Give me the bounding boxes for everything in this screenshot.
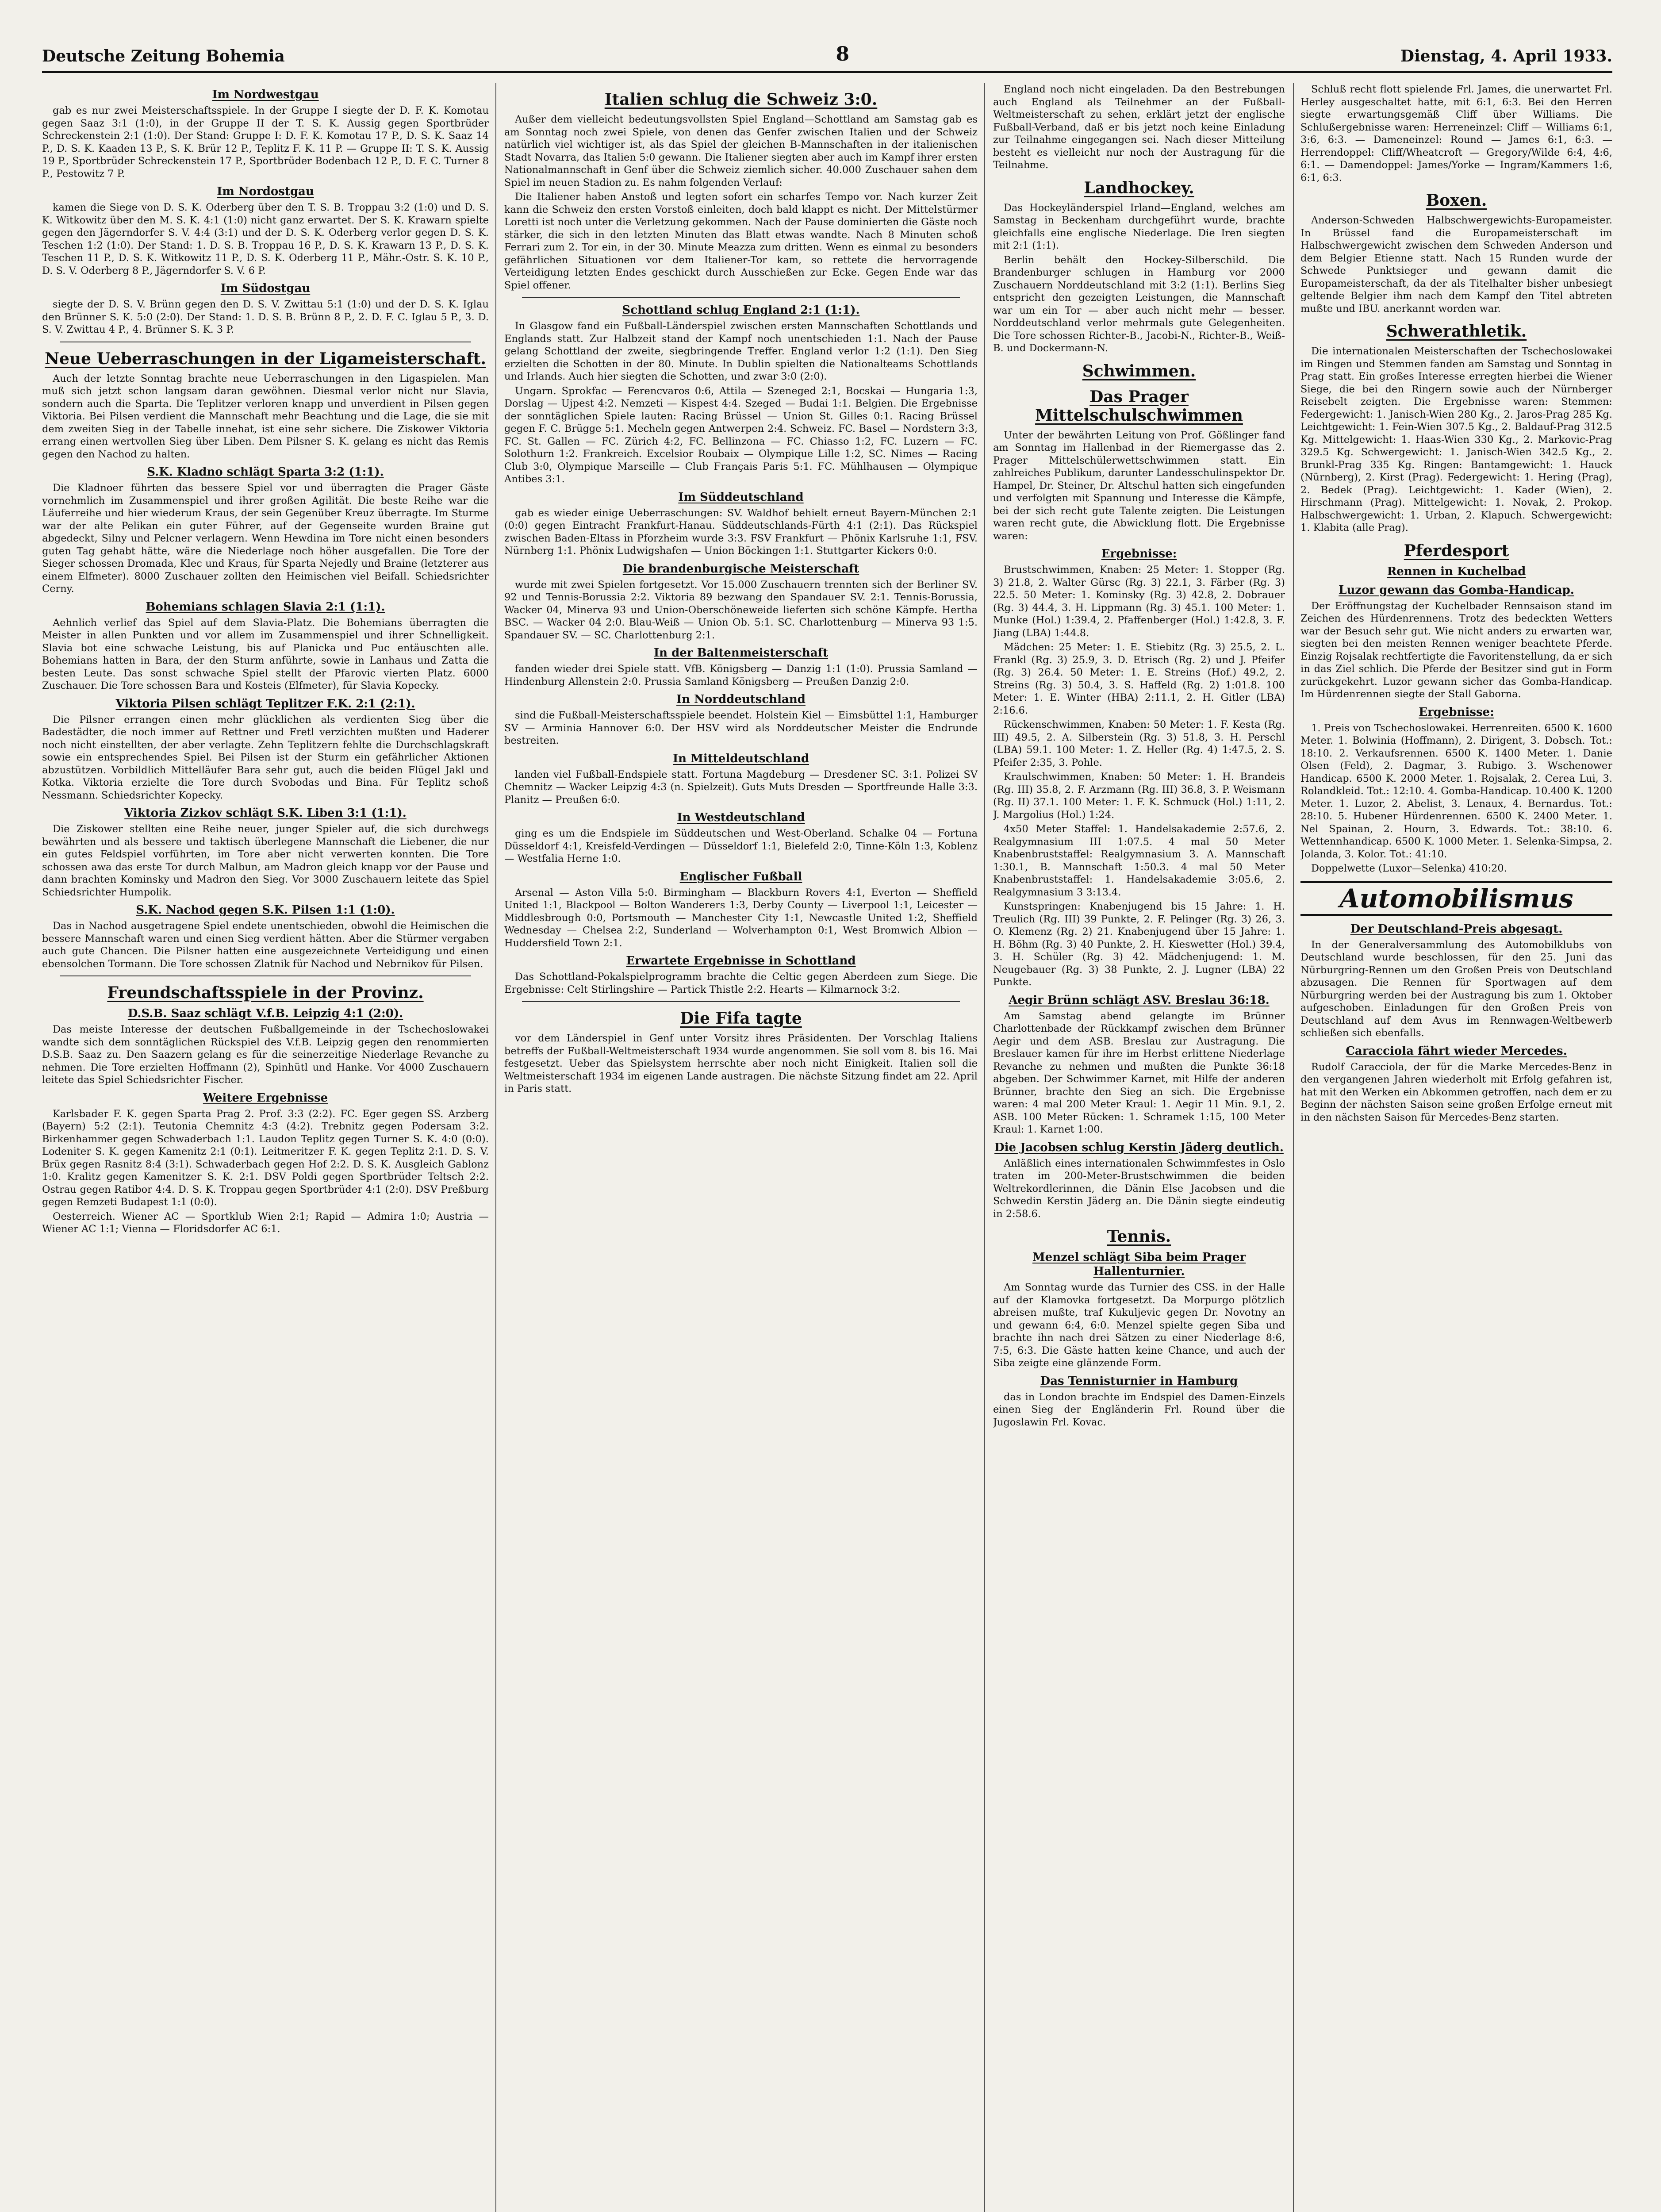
article-text: Ungarn. Sprokfac — Ferencvaros 0:6, Attila — Szeneged 2:1, Bocskai — Hungaria 1:3, Dorslag — Ujpest 4:2. Nemzeti — Kispest 4:4. Szeged — Budai 1:1. Belgien. Die Ergebnisse der sonntäglichen Spiele lauten: Racing Brüssel — Union St. Gilles 0:1. Racing Brüssel gegen F. C. Brügge 5:1. Mecheln gegen Antwerpen 2:4. Schweiz. FC. Basel — Nordstern 3:3, FC. St. Gallen — FC. Zürich 4:2, FC. Bellinzona — FC. Chiasso 1:2, FC. Luzern — FC. Solothurn 1:2. Frankreich. Excelsior Roubaix — Olympique Lille 1:2, SC. Nimes — Racing Club 3:0, Olympique Marseille — Club Français Paris 5:1. FC. Mühlhausen — Olympique Antibes 3:1. (504, 385, 978, 485)
section-headline: Boxen. (1426, 191, 1487, 210)
subheading: S.K. Nachod gegen S.K. Pilsen 1:1 (1:0). (136, 903, 395, 917)
article-text: Auch der letzte Sonntag brachte neue Ueberraschungen in den Ligaspielen. Man muß sich jetzt schon langsam daran gewöhnen. Diesmal verlor nicht nur Slavia, sondern auch die Sparta. Die Teplitzer verloren knapp und unverdient in Pilsen gegen Viktoria. Bei Pilsen verdient die Mannschaft mehr Beachtung und die Lage, die sie mit dem zweiten Sieg in der Tabelle innehat, ist eine sehr sichere. Die Ziskower Viktoria errang einen wertvollen Sieg über Liben. Dem Pilsner S. K. gelang es nicht das Remis gegen den Nachod zu halten. (42, 373, 489, 460)
subheading: D.S.B. Saaz schlägt V.f.B. Leipzig 4:1 (2:0). (127, 1007, 403, 1020)
article-text: Doppelwette (Luxor—Selenka) 410:20. (1311, 863, 1507, 874)
article-text: Außer dem vielleicht bedeutungsvollsten Spiel England—Schottland am Samstag gab es am Sonntag noch zwei Spiele, von denen das Genfer zwischen Italien und der Schweiz natürlich viel wichtiger ist, als das Spiel der gleichen B-Mannschaften in der italienischen Stadt Novarra, das Italien 5:0 gewann. Die Italiener siegten aber auch im Kampf ihrer ersten Nationalmannschaft in Genf über die Schweiz ziemlich sicher. 40.000 Zuschauer sahen dem Spiel im neuen Stadion zu. Es nahm folgenden Verlauf: (504, 114, 978, 188)
section-banner: Automobilismus (1300, 881, 1612, 916)
article-text: kamen die Siege von D. S. K. Oderberg über den T. S. B. Troppau 3:2 (1:0) und D. S. K. Witkowitz über den M. S. K. 4:1 (1:0) nicht ganz erwartet. Der S. K. Krawarn spielte gegen den Jägerndorfer S. V. 4:4 (3:1) und der D. S. K. Oderberg verlor gegen D. S. K. Teschen 1:2 (1:0). Der Stand: 1. D. S. B. Troppau 16 P., D. S. K. Krawarn 13 P., D. S. K. Teschen 11 P., D. S. K. Witkowitz 11 P., D. S. K. Oderberg 11 P., Mähr.-Ostr. S. K. 10 P., D. S. V. Oderberg 8 P., Jägerndorfer S. V. 6 P. (42, 202, 489, 276)
divider (522, 1001, 960, 1002)
subheading: In Norddeutschland (676, 693, 806, 706)
article-text: Anderson-Schweden Halbschwergewichts-Europameister. In Brüssel fand die Europameisterschaft im Halbschwergewicht zwischen dem Schweden Anderson und dem Belgier Etienne statt. Nach 15 Runden wurde der Schwede Punktsieger und gewann damit die Europameisterschaft, da der als Titelhalter bisher unbesiegt geltende Belgier ihm nach dem Kampf den Titel abtreten mußte und IBU. anerkannt worden war. (1300, 215, 1612, 315)
article-text: Die Italiener haben Anstoß und legten sofort ein scharfes Tempo vor. Nach kurzer Zeit kann die Schweiz den ersten Vorstoß einleiten, doch bald klappt es nicht. Der Mittelstürmer Loretti ist noch unter die Verletzung gekommen. Nach der Pause dominierten die Gäste noch stärker, die sich in den letzten Minuten das Blatt etwas wandte. Nach 8 Minuten schoß Ferrari zum 2. Tor ein, in der 30. Minute Meazza zum dritten. Wenn es einmal zu besonders gefährlichen Situationen vor dem Italiener-Tor kam, so rettete die hervorragende Verteidigung letzten Endes geschickt durch Ausschießen zur Ecke. Gegen Ende war das Spiel offener. (504, 191, 978, 291)
column-2 (504, 83, 978, 2212)
section-heading: Im Südostgau (220, 282, 311, 295)
subheading: Rennen in Kuchelbad (1387, 565, 1526, 578)
section-heading: Im Nordostgau (217, 185, 314, 198)
article-text: Kraulschwimmen, Knaben: 50 Meter: 1. H. Brandeis (Rg. III) 35.8, 2. F. Arzmann (Rg. III) 36.8, 3. P. Weismann (Rg. II) 37.1. 100 Meter: 1. F. K. Schmuck (Hol.) 1:11, 2. J. Margolius (Hol.) 1:24. (993, 771, 1285, 821)
subheading: Aegir Brünn schlägt ASV. Breslau 36:18. (1009, 993, 1270, 1007)
article-text: gab es nur zwei Meisterschaftsspiele. In der Gruppe I siegte der D. F. K. Komotau gegen Saaz 3:1 (1:0), in der Gruppe II der T. S. K. Aussig gegen Sportbrüder Schreckenstein 2:1 (1:0). Der Stand: Gruppe I: D. F. K. Komotau 17 P., D. S. K. Saaz 14 P., D. S. K. Kaaden 13 P., S. K. Brür 12 P., Teplitz F. K. 11 P. — Gruppe II: T. S. K. Aussig 19 P., Sportbrüder Schreckenstein 17 P., Sportbrüder Bodenbach 12 P., D. F. C. Turner 8 P., Pestowitz 7 P. (42, 105, 489, 180)
masthead-rule (42, 71, 1612, 73)
article-headline: Italien schlug die Schweiz 3:0. (604, 90, 878, 109)
subheading: Erwartete Ergebnisse in Schottland (626, 954, 856, 968)
article-text: Rudolf Caracciola, der für die Marke Mercedes-Benz in den vergangenen Jahren wiederholt mit Erfolg gefahren ist, hat mit den Werken ein Abkommen getroffen, nach dem er zu Beginn der nächsten Saison seine großen Erfolge erneut mit in den nächsten Saison für Mercedes-Benz starten. (1300, 1061, 1612, 1123)
article-text: Arsenal — Aston Villa 5:0. Birmingham — Blackburn Rovers 4:1, Everton — Sheffield United 1:1, Blackpool — Bolton Wanderers 1:3, Derby County — Liverpool 1:1, Leicester — Middlesbrough 0:0, Portsmouth — Manchester City 1:1, Newcastle United 1:2, Sheffield Wednesday — Chelsea 2:2, Sunderland — Wolverhampton 0:1, West Bromwich Albion — Huddersfield Town 2:1. (504, 887, 978, 949)
article-text: Schluß recht flott spielende Frl. James, die unerwartet Frl. Herley ausgeschaltet hatte, mit 6:1, 6:3. Bei den Herren siegte erwartungsgemäß Cliff über Williams. Die Schlußergebnisse waren: Herreneinzel: Cliff — Williams 6:1, 3:6, 6:3. — Dameneinzel: Round — James 6:1, 6:3. — Herrendoppel: Cliff/Wheatcroft — Gregory/Wilde 6:4, 4:6, 6:1. — Damendoppel: James/Yorke — Ingram/Kammers 1:6, 6:1, 6:3. (1300, 84, 1612, 184)
article-text: Die Pilsner errangen einen mehr glücklichen als verdienten Sieg über die Badestädter, die noch immer auf Rettner und Fretl verzichten mußten und Haderer noch nicht einstellten, der aber verlagte. Zehn Teplitzern fehlte die Durchschlagskraft sowie ein entsprechendes Spiel. Bei Pilsen ist der Sturm ein gefährlicher Aktionen abzustützen. Vorbildlich Mittelläufer Bara sehr gut, auch die beiden Flügel Jakl und Kotka. Viktoria erzielte die Tore durch Svobodas und Bina. Für Teplitz schoß Nessmann. Schiedsrichter Kopecky. (42, 714, 489, 801)
article-text: In der Generalversammlung des Automobilklubs von Deutschland wurde beschlossen, für den 25. Juni das Nürburgring-Rennen um den Großen Preis von Deutschland abzusagen. Die Rennen für Sportwagen auf dem Nürburgring werden bei der Austragung bis zum 1. Oktober aufgeschoben. Einladungen für den Großen Preis von Deutschland auf dem Avus im Rennwagen-Weltbewerb schließen sich ebenfalls. (1300, 939, 1612, 1039)
article-text: Aehnlich verlief das Spiel auf dem Slavia-Platz. Die Bohemians überragten die Meister in allen Punkten und vor allem im Zusammenspiel und ihrer Schnelligkeit. Slavia bot eine schwache Leistung, bis auf Planicka und Puc entäuschten alle. Bohemians hatten in Bara, der den Sturm anführte, sowie in Lanhaus und Zatta die besten Leute. Das sonst schwache Spiel stellt der Pfarovic vierten Platz. 6000 Zuschauer. Die Tore schossen Bara und Kosteis (Elfmeter), für Slavia Kopecky. (42, 617, 489, 691)
article-text: Am Samstag abend gelangte im Brünner Charlottenbade der Rückkampf zwischen dem Brünner Aegir und dem ASB. Breslau zur Austragung. Die Breslauer kamen für ihre im Herbst erlittene Niederlage Revanche zu nehmen und mußten die Punkte 36:18 abgeben. Der Schwimmer Karnet, mit Hilfe der anderen Brünner, brachte den Sieg an sich. Die Ergebnisse waren: 4 mal 200 Meter Kraul: 1. Aegir 11 Min. 9.1, 2. ASB. 100 Meter Rücken: 1. Schramek 1:15, 100 Meter Kraul: 1. Karnet 1:00. (993, 1010, 1285, 1135)
article-text: vor dem Länderspiel in Genf unter Vorsitz ihres Präsidenten. Der Vorschlag Italiens betreffs der Fußball-Weltmeisterschaft 1934 wurde angenommen. Sie soll vom 8. bis 16. Mai festgesetzt. Ueber das Spielsystem herrschte aber noch nicht Einigkeit. Italien soll die Weltmeisterschaft 1934 im eigenen Lande austragen. Die nächste Sitzung findet am 22. April in Paris statt. (504, 1033, 978, 1094)
article-text: Der Eröffnungstag der Kuchelbader Rennsaison stand im Zeichen des Hürdenrennens. Trotz des bedeckten Wetters war der Besuch sehr gut. Wie nicht anders zu erwarten war, siegten bei den meisten Rennen weniger beachtete Pferde. Einzig Rojsalak rechtfertigte die Favoritenstellung, da er sich in das Ziel schlich. Die Pferde der Besitzer sind gut in Form zurückgekehrt. Luzor gewann sicher das Gomba-Handicap. Im Hürdenrennen siegte der Stall Gaborna. (1300, 600, 1612, 700)
divider (522, 297, 960, 298)
article-text: Das meiste Interesse der deutschen Fußballgemeinde in der Tschechoslowakei wandte sich dem sonntäglichen Rückspiel des V.f.B. Leipzig gegen den renommierten D.S.B. Saaz zu. Den Saazern gelang es für die seinerzeitige Niederlage Revanche zu nehmen. Die Tore erzielten Hoffmann (2), Spinhütl und Hanke. Vor 4000 Zuschauern leitete das Spiel Schiedsrichter Fischer. (42, 1024, 489, 1086)
column-rule (495, 83, 496, 2212)
article-text: siegte der D. S. V. Brünn gegen den D. S. V. Zwittau 5:1 (1:0) und der D. S. K. Iglau den Brünner S. K. 5:0 (2:0). Der Stand: 1. D. S. B. Brünn 8 P., 2. D. F. C. Iglau 5 P., 3. D. S. V. Zwittau 4 P., 4. Brünner S. K. 3 P. (42, 299, 489, 335)
column-4 (1300, 83, 1612, 2212)
subheading: Luzor gewann das Gomba-Handicap. (1339, 583, 1574, 597)
subheading: S.K. Kladno schlägt Sparta 3:2 (1:1). (147, 465, 384, 479)
article-headline: Neue Ueberraschungen in der Ligameisterschaft. (45, 349, 486, 368)
section-heading: Im Nordwestgau (212, 88, 319, 101)
article-text: gab es wieder einige Ueberraschungen: SV. Waldhof behielt erneut Bayern-München 2:1 (0:0) gegen Eintracht Frankfurt-Hanau. Süddeutschlands-Fürth 4:1 (2:1). Das Rückspiel zwischen Baden-Eltass in Pforzheim wurde 3:3. FSV Frankfurt — Phönix Karlsruhe 1:1, FSV. Nürnberg 1:1. Phönix Ludwigshafen — Union Böckingen 1:1. Stuttgarter Kickers 0:0. (504, 507, 978, 557)
article-text: Anläßlich eines internationalen Schwimmfestes in Oslo traten im 200-Meter-Brustschwimmen die beiden Weltrekordlerinnen, die Dänin Else Jacobsen und die Schwedin Kerstin Jäderg an. Die Dänin siegte eindeutig in 2:58.6. (993, 1157, 1285, 1220)
article-text: 4x50 Meter Staffel: 1. Handelsakademie 2:57.6, 2. Realgymnasium III 1:07.5. 4 mal 50 Meter Knabenbruststaffel: Realgymnasium 3. A. Mannschaft 1:30.1, B. Mannschaft 1:50.3. 4 mal 50 Meter Knabenbruststaffel: 1. Handelsakademie 3:05.6, 2. Realgymnasium 3 3:13.4. (993, 823, 1285, 898)
article-text: Das Schottland-Pokalspielprogramm brachte die Celtic gegen Aberdeen zum Siege. Die Ergebnisse: Celt Stirlingshire — Partick Thistle 2:2. Hearts — Kilmarnock 3:2. (504, 971, 978, 995)
subheading: Das Tennisturnier in Hamburg (1040, 1374, 1238, 1388)
article-headline: Die Fifa tagte (680, 1009, 802, 1028)
page-number: 8 (836, 43, 850, 65)
article-text: Unter der bewährten Leitung von Prof. Gößlinger fand am Sonntag im Hallenbad in der Riemergasse das 2. Prager Mittelschülerwettschwimmen statt. Ein zahlreiches Publikum, darunter Landesschulinspektor Dr. Hampel, Dr. Steiner, Dr. Altschul hatten sich eingefunden und verfolgten mit Spannung und Interesse die Kämpfe, bei der sich recht gute Talente zeigten. Die Leistungen waren recht gute, die Abwicklung flott. Die Ergebnisse waren: (993, 429, 1285, 542)
subheading: Der Deutschland-Preis abgesagt. (1350, 922, 1563, 936)
paper-title: Deutsche Zeitung Bohemia (42, 47, 285, 65)
article-text: Am Sonntag wurde das Turnier des CSS. in der Halle auf der Klamovka fortgesetzt. Da Morpurgo plötzlich abreisen mußte, traf Kukuljevic gegen Dr. Novotny an und gewann 6:4, 6:0. Menzel spielte gegen Siba und brachte ihn nach drei Sätzen zu einer Niederlage 8:6, 7:5, 6:3. Die Gäste hatten keine Chance, und auch der Siba zeigte eine glänzende Form. (993, 1282, 1285, 1369)
article-text: Die Kladnoer führten das bessere Spiel vor und überragten die Prager Gäste vornehmlich im Zusammenspiel und ihrer großen Agilität. Die beste Reihe war die Läuferreihe und hier wiederum Kraus, der sein Gegenüber Kreuz überragte. Im Sturme war der alte Pelikan ein guter Führer, auf der Gegenseite wurden Braine gut abgedeckt, Silny und Pelcner verlagern. Wenn Hewdina im Tore nicht einen besonders guten Tag gehabt hätte, wäre die Niederlage noch höher ausgefallen. Die Tore der Sieger schossen Dromada, Klec und Kraus, für Sparta Nejedly und Braine (letzterer aus einem Elfmeter). 8000 Zuschauer zollten den Heimischen viel Beifall. Schiedsrichter Cerny. (42, 482, 489, 595)
subheading: In Mitteldeutschland (672, 752, 809, 765)
article-headline: Das Prager Mittelschulschwimmen (1035, 387, 1243, 425)
subheading: Bohemians schlagen Slavia 2:1 (1:1). (146, 600, 385, 614)
article-headline: Freundschaftsspiele in der Provinz. (107, 983, 424, 1002)
article-text: Das Hockeyländerspiel Irland—England, welches am Samstag in Beckenham durchgeführt wurde, brachte gleichfalls eine englische Niederlage. Die Iren siegten mit 2:1 (1:1). (993, 202, 1285, 251)
article-text: das in London brachte im Endspiel des Damen-Einzels einen Sieg der Engländerin Frl. Round über die Jugoslawin Frl. Kovac. (993, 1391, 1285, 1428)
article-text: Rückenschwimmen, Knaben: 50 Meter: 1. F. Kesta (Rg. III) 49.5, 2. A. Silberstein (Rg. 3) 51.8, 3. H. Perschl (LBA) 59.1. 100 Meter: 1. Z. Heller (Rg. 4) 1:47.5, 2. S. Pfeifer 2:35, 3. Pohle. (993, 719, 1285, 768)
subheading: Menzel schlägt Siba beim Prager Hallenturnier. (1032, 1251, 1246, 1278)
subheading: In Westdeutschland (677, 811, 805, 824)
column-rule (1293, 83, 1294, 2212)
subheading: Die brandenburgische Meisterschaft (622, 562, 859, 576)
column-1 (42, 83, 489, 2212)
article-text: landen viel Fußball-Endspiele statt. Fortuna Magdeburg — Dresdener SC. 3:1. Polizei SV Chemnitz — Wacker Leipzig 4:3 (n. Spielzeit). Guts Muts Dresden — Sportfreunde Halle 3:3. Planitz — Preußen 6:0. (504, 768, 978, 806)
article-text: Die internationalen Meisterschaften der Tschechoslowakei im Ringen und Stemmen fanden am Samstag und Sonntag in Prag statt. Ein großes Interesse erregten hierbei die Wiener Siege, die bei den Ringern sowie auch der Nürnberger Reisebelt zeigten. Die Ergebnisse waren: Stemmen: Federgewicht: 1. Janisch-Wien 280 Kg., 2. Jaros-Prag 285 Kg. Leichtgewicht: 1. Fein-Wien 307.5 Kg., 2. Baldauf-Prag 312.5 Kg. Mittelgewicht: 1. Haas-Wien 330 Kg., 2. Markovic-Prag 329.5 Kg. Schwergewicht: 1. Janisch-Wien 342.5 Kg., 2. Brunkl-Prag 335 Kg. Ringen: Bantamgewicht: 1. Hauck (Nürnberg), 2. Kirst (Prag). Federgewicht: 1. Hering (Prag), 2. Bedek (Prag). Leichtgewicht: 1. Kader (Wien), 2. Hirschmann (Prag). Mittelgewicht: 1. Novak, 2. Prokop. Halbschwergewicht: 1. Urban, 2. Klapuch. Schwergewicht: 1. Klabita (alle Prag). (1300, 346, 1612, 534)
article-text: Kunstspringen: Knabenjugend bis 15 Jahre: 1. H. Treulich (Rg. III) 39 Punkte, 2. F. Pelinger (Rg. 3) 26, 3. O. Klemenz (Rg. 2) 21. Knabenjugend über 15 Jahre: 1. H. Böhm (Rg. 3) 40 Punkte, 2. H. Kieswetter (Hol.) 39.4, 3. H. Schüler (Rg. 3) 42. Mädchenjugend: 1. M. Neugebauer (Rg. 3) 38 Punkte, 2. J. Lugner (LBA) 22 Punkte. (993, 901, 1285, 988)
column-3 (993, 83, 1285, 2212)
article-text: sind die Fußball-Meisterschaftsspiele beendet. Holstein Kiel — Eimsbüttel 1:1, Hamburger SV — Arminia Hannover 6:0. Der HSV wird als Norddeutscher Meister die Endrunde bestreiten. (504, 710, 978, 746)
article-text: Karlsbader F. K. gegen Sparta Prag 2. Prof. 3:3 (2:2). FC. Eger gegen SS. Arzberg (Bayern) 5:2 (2:1). Teutonia Chemnitz 4:3 (4:2). Trebnitz gegen Podersam 3:2. Birkenhammer gegen Schwaderbach 1:1. Laudon Teplitz gegen Turner S. K. 4:0 (0:0). Lodeniter S. K. gegen Kamenitz 2:1 (0:1). Leitmeritzer F. K. gegen Teplitz 2:1. D. S. V. Brüx gegen Rasnitz 8:4 (3:1). Schwaderbach gegen Hof 2:2. D. S. K. Ausgleich Gablonz 1:0. Kralitz gegen Kamenitzer S. K. 2:1. DSV Poldi gegen Sportbrüder Teltsch 2:2. Ostrau gegen Ratibor 4:4. D. S. K. Troppau gegen Sportbrüder 4:1 (2:0). DSV Preßburg gegen Remzeti Budapest 1:1 (0:0). (42, 1108, 489, 1208)
article-text: Die Ziskower stellten eine Reihe neuer, junger Spieler auf, die sich durchwegs bewährten und als bessere und taktisch überlegene Mannschaft die Liebener, die nur ein gutes Feldspiel vorführten, im Tore aber nicht verwerten konnten. Die Tore schossen awa das erste Tor durch Malbun, am Madron gleich knapp vor der Pause und dann brachten Kominsky und Madron den Sieg. Vor 3000 Zuschauern leitete das Spiel Schiedsrichter Humpolik. (42, 823, 489, 898)
divider (60, 975, 471, 976)
column-rule (984, 83, 985, 2212)
section-headline: Landhockey. (1084, 178, 1194, 197)
article-text: wurde mit zwei Spielen fortgesetzt. Vor 15.000 Zuschauern trennten sich der Berliner SV. 92 und Tennis-Borussia 2:2. Viktoria 89 bezwang den Spandauer SV. 2:1. Tennis-Borussia, Wacker 04, Minerva 93 und Union-Oberschöneweide lieferten sich schöne Kämpfe. Hertha BSC. — Wacker 04 2:0. Blau-Weiß — Union Ob. 5:1. SC. Charlottenburg — Minerva 93 1:5. Spandauer SV. — SC. Charlottenburg 2:1. (504, 579, 978, 641)
article-text: Berlin behält den Hockey-Silberschild. Die Brandenburger schlugen in Hamburg vor 2000 Zuschauern Norddeutschland mit 3:2 (1:1). Berlins Sieg entspricht den gezeigten Leistungen, die Mannschaft war um ein Tor — aber auch nicht mehr — besser. Norddeutschland verlor mehrmals gute Gelegenheiten. Die Tore schossen Richter-B., Jacobi-N., Richter-B., Weiß-B. und Dockermann-N. (993, 254, 1285, 354)
section-headline: Schwimmen. (1082, 361, 1196, 380)
article-text: England noch nicht eingeladen. Da den Bestrebungen auch England als Teilnehmer an der Fußball-Weltmeisterschaft zu sehen, erklärt jetzt der englische Fußball-Verband, daß er bis jetzt noch keine Einladung zur Teilnahme eingegangen sei. Nach dieser Mitteilung besteht es vielleicht nur noch der Austragung für die Teilnahme. (993, 84, 1285, 171)
subheading: Ergebnisse: (1101, 547, 1177, 561)
issue-date: Dienstag, 4. April 1933. (1400, 47, 1612, 65)
article-text: Oesterreich. Wiener AC — Sportklub Wien 2:1; Rapid — Admira 1:0; Austria — Wiener AC 1:1; Vienna — Floridsdorfer AC 6:1. (42, 1210, 489, 1235)
article-text: In Glasgow fand ein Fußball-Länderspiel zwischen ersten Mannschaften Schottlands und Englands statt. Zur Halbzeit stand der Kampf noch unentschieden 1:1. Nach der Pause gelang Schottland der zweite, siegbringende Treffer. England verlor 1:2 (1:1). Den Sieg erzielten die Schotten in der 80. Minute. In Dublin spielten die Nationalteams Schottlands und Irlands. Auch hier siegten die Schotten, und zwar 3:0 (2:0). (504, 320, 978, 382)
subheading: Ergebnisse: (1419, 705, 1494, 719)
article-text: 1. Preis von Tschechoslowakei. Herrenreiten. 6500 K. 1600 Meter. 1. Bolwinia (Hoffmann), 2. Dirigent, 3. Dobsch. Tot.: 18:10. 2. Verkaufsrennen. 6500 K. 1400 Meter. 1. Danie Olsen (Feld), 2. Dagmar, 3. Rubigo. 3. Wschenower Handicap. 6500 K. 2000 Meter. 1. Rojsalak, 2. Cerea Lui, 3. Rolandkleid. Tot.: 12:10. 4. Gomba-Handicap. 10.400 K. 1200 Meter. 1. Luzor, 2. Abelist, 3. Lenaux, 4. Bernardus. Tot.: 28:10. 5. Hubener Hürdenrennen. 6500 K. 2400 Meter. 1. Nel Spainan, 2. Hourn, 3. Edwards. Tot.: 38:10. 6. Wettennhandicap. 6500 K. 1000 Meter. 1. Selenka-Simpsa, 2. Jolanda, 3. Kolor. Tot.: 41:10. (1300, 722, 1612, 860)
subheading: Weitere Ergebnisse (203, 1091, 328, 1105)
subheading: Viktoria Zizkov schlägt S.K. Liben 3:1 (1:1). (124, 806, 407, 820)
section-headline: Tennis. (1107, 1227, 1171, 1246)
subheading: Die Jacobsen schlug Kerstin Jäderg deutlich. (994, 1141, 1284, 1154)
subheading: Englischer Fußball (679, 870, 802, 883)
subheading: Viktoria Pilsen schlägt Teplitzer F.K. 2:1 (2:1). (115, 697, 415, 710)
article-text: Das in Nachod ausgetragene Spiel endete unentschieden, obwohl die Heimischen die bessere Mannschaft waren und einen Sieg verdient hätten. Aber die Stürmer vergaben auch gute Chancen. Die Pilsner hatten eine ausgezeichnete Verteidigung und einen ebensolchen Tormann. Die Tore schossen Zlatnik für Nachod und Nebrnikov für Pilsen. (42, 920, 489, 970)
section-headline: Pferdesport (1404, 541, 1509, 560)
article-text: Mädchen: 25 Meter: 1. E. Stiebitz (Rg. 3) 25.5, 2. L. Frankl (Rg. 3) 25.9, 3. D. Etrisch (Rg. 2) und J. Pfeifer (Rg. 3) 26.4. 50 Meter: 1. E. Streins (Hof.) 49.2, 2. Streins (Rg. 3) 50.4, 3. S. Haffeld (Rg. 2) 1:01.8. 100 Meter: 1. E. Winter (HBA) 2:11.1, 2. H. Gitler (LBA) 2:16.6. (993, 641, 1285, 716)
article-text: fanden wieder drei Spiele statt. VfB. Königsberg — Danzig 1:1 (1:0). Prussia Samland — Hindenburg Allenstein 2:0. Prussia Samland Königsberg — Preußen Danzig 2:0. (504, 663, 978, 687)
subheading: Caracciola fährt wieder Mercedes. (1346, 1044, 1567, 1058)
article-text: ging es um die Endspiele im Süddeutschen und West-Oberland. Schalke 04 — Fortuna Düsseldorf 4:1, Kreisfeld-Verdingen — Düsseldorf 1:1, Bielefeld 2:0, Tinne-Köln 1:3, Koblenz — Westfalia Herne 1:0. (504, 828, 978, 864)
masthead (42, 39, 1612, 65)
subheading: In der Baltenmeisterschaft (654, 646, 828, 660)
subheading: Schottland schlug England 2:1 (1:1). (622, 303, 860, 317)
newspaper-page (42, 39, 1612, 2212)
article-text: Brustschwimmen, Knaben: 25 Meter: 1. Stopper (Rg. 3) 21.8, 2. Walter Gürsc (Rg. 3) 22.1, 3. Färber (Rg. 3) 22.5. 50 Meter: 1. Kominsky (Rg. 3) 42.8, 2. Dobrauer (Rg. 3) 44.4, 3. H. Lippmann (Rg. 3) 45.1. 100 Meter: 1. Munke (Hol.) 1:39.4, 2. Pfaffenberger (Hol.) 1:42.8, 3. F. Jiang (LBA) 1:44.8. (993, 564, 1285, 639)
subheading: Im Süddeutschland (678, 490, 804, 504)
section-headline: Schwerathletik. (1386, 322, 1527, 341)
